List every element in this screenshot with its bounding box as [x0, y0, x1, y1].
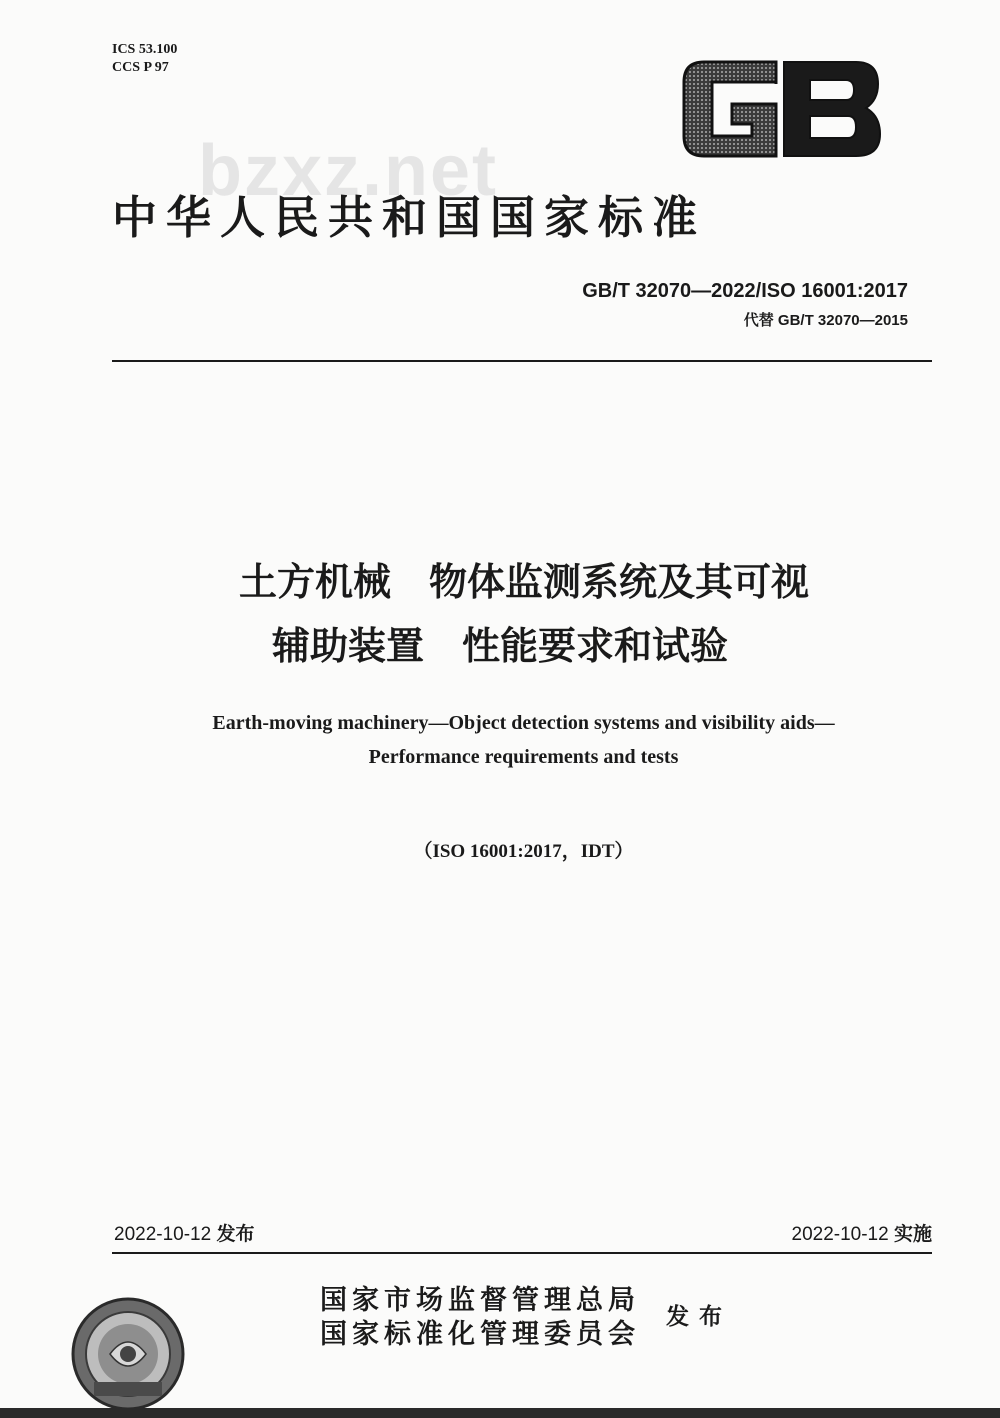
issuing-authorities	[320, 1284, 640, 1352]
anti-counterfeit-seal-icon	[70, 1296, 186, 1412]
title-cn-line-1: 土方机械 物体监测系统及其可视	[238, 560, 809, 604]
footer-divider	[112, 1252, 932, 1254]
gb-logo	[676, 54, 886, 164]
issue-date: 2022-10-12	[114, 1224, 212, 1245]
title-en-line-1: Earth-moving machinery—Object detection systems and visibility aids—	[212, 712, 835, 734]
ics-code: ICS 53.100	[112, 42, 178, 57]
issuer-samr: 国家市场监督管理总局	[320, 1285, 640, 1316]
issue-date-line	[114, 1222, 255, 1248]
issuers-label: 发布	[666, 1303, 732, 1330]
watermark: bzxz.net	[198, 131, 499, 211]
implementation-date-line	[792, 1222, 933, 1248]
header-divider	[112, 360, 932, 362]
replaces-standard: 代替 GB/T 32070—2015	[743, 312, 908, 329]
implementation-date-label: 实施	[893, 1224, 932, 1245]
bottom-scan-edge	[0, 1408, 1000, 1418]
issuer-sac: 国家标准化管理委员会	[320, 1319, 640, 1350]
ccs-code: CCS P 97	[112, 60, 169, 75]
country-standard-title: 中华人民共和国国家标准	[112, 191, 707, 244]
adoption-note: （ISO 16001:2017，IDT）	[413, 841, 634, 862]
issue-date-label: 发布	[216, 1224, 255, 1245]
implementation-date: 2022-10-12	[791, 1224, 889, 1245]
title-cn-line-2: 辅助装置 性能要求和试验	[271, 624, 728, 668]
standard-number: GB/T 32070—2022/ISO 16001:2017	[582, 280, 908, 302]
title-en-line-2: Performance requirements and tests	[368, 746, 679, 768]
